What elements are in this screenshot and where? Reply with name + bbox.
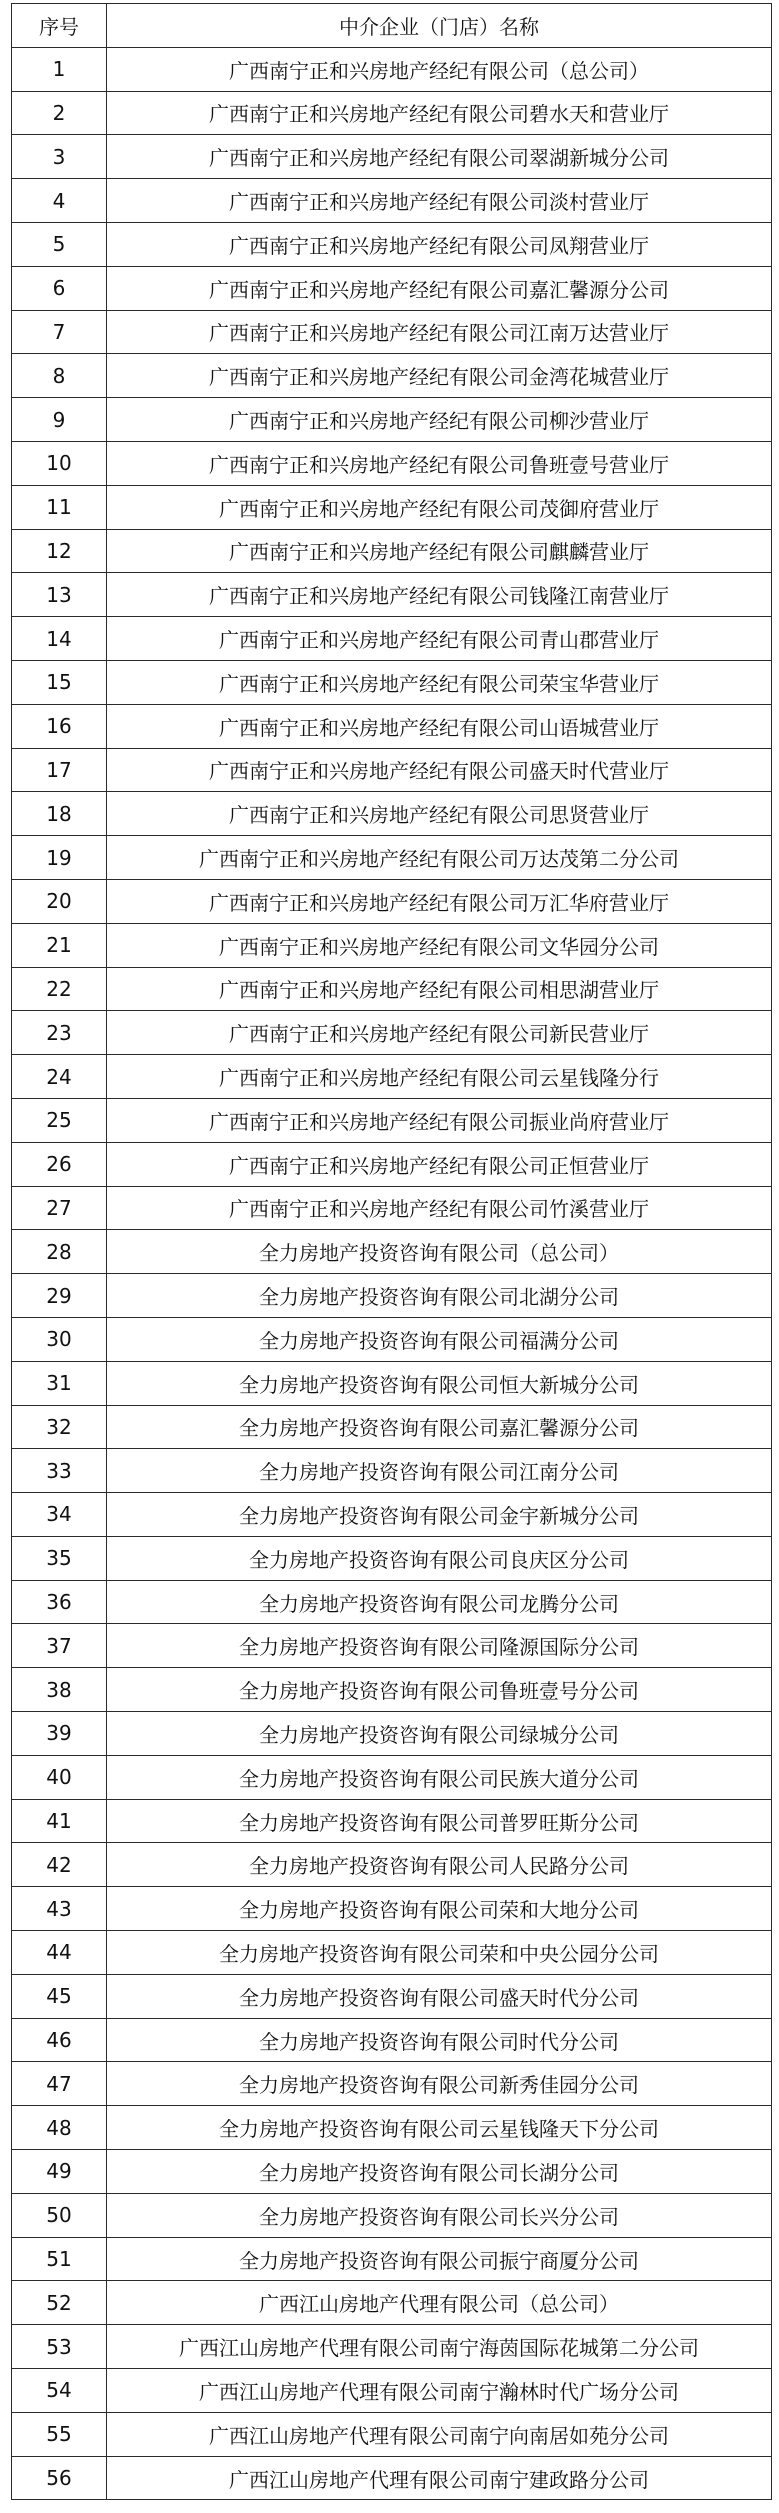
row-serial-number: 39 — [12, 1712, 107, 1756]
table-row — [12, 1843, 772, 1887]
row-serial-number: 32 — [12, 1405, 107, 1449]
table-row — [12, 1230, 772, 1274]
table-row — [12, 2237, 772, 2281]
row-agency-name: 广西南宁正和兴房地产经纪有限公司竹溪营业厅 — [107, 1186, 772, 1230]
table-row — [12, 1536, 772, 1580]
table-row — [12, 967, 772, 1011]
table-row — [12, 1887, 772, 1931]
table-row — [12, 704, 772, 748]
row-serial-number: 13 — [12, 573, 107, 617]
row-serial-number: 14 — [12, 617, 107, 661]
table-row — [12, 1799, 772, 1843]
row-serial-number: 18 — [12, 792, 107, 836]
table-row — [12, 222, 772, 266]
row-serial-number: 19 — [12, 836, 107, 880]
row-agency-name: 广西南宁正和兴房地产经纪有限公司茂御府营业厅 — [107, 485, 772, 529]
table-row — [12, 836, 772, 880]
row-agency-name: 全力房地产投资咨询有限公司鲁班壹号分公司 — [107, 1668, 772, 1712]
table-header-row — [12, 4, 772, 48]
table-row — [12, 179, 772, 223]
row-agency-name: 全力房地产投资咨询有限公司金宇新城分公司 — [107, 1493, 772, 1537]
row-serial-number: 54 — [12, 2369, 107, 2413]
row-agency-name: 广西南宁正和兴房地产经纪有限公司翠湖新城分公司 — [107, 135, 772, 179]
row-serial-number: 48 — [12, 2106, 107, 2150]
row-serial-number: 9 — [12, 398, 107, 442]
row-agency-name: 全力房地产投资咨询有限公司龙腾分公司 — [107, 1580, 772, 1624]
row-agency-name: 广西南宁正和兴房地产经纪有限公司文华园分公司 — [107, 923, 772, 967]
row-agency-name: 全力房地产投资咨询有限公司云星钱隆天下分公司 — [107, 2106, 772, 2150]
row-agency-name: 广西南宁正和兴房地产经纪有限公司万汇华府营业厅 — [107, 879, 772, 923]
row-agency-name: 广西南宁正和兴房地产经纪有限公司淡村营业厅 — [107, 179, 772, 223]
table-row — [12, 441, 772, 485]
row-agency-name: 广西南宁正和兴房地产经纪有限公司万达茂第二分公司 — [107, 836, 772, 880]
row-serial-number: 5 — [12, 222, 107, 266]
table-row — [12, 1055, 772, 1099]
table-row — [12, 91, 772, 135]
row-agency-name: 全力房地产投资咨询有限公司恒大新城分公司 — [107, 1361, 772, 1405]
row-serial-number: 45 — [12, 1974, 107, 2018]
table-row — [12, 617, 772, 661]
row-serial-number: 23 — [12, 1011, 107, 1055]
table-row — [12, 573, 772, 617]
row-agency-name: 广西江山房地产代理有限公司（总公司） — [107, 2281, 772, 2325]
header-agency-name: 中介企业（门店）名称 — [107, 4, 772, 48]
table-row — [12, 2062, 772, 2106]
row-serial-number: 25 — [12, 1098, 107, 1142]
table-row — [12, 2456, 772, 2500]
table-row — [12, 748, 772, 792]
row-agency-name: 全力房地产投资咨询有限公司普罗旺斯分公司 — [107, 1799, 772, 1843]
table-row — [12, 2193, 772, 2237]
row-serial-number: 16 — [12, 704, 107, 748]
table-row — [12, 2369, 772, 2413]
row-serial-number: 56 — [12, 2456, 107, 2500]
row-serial-number: 22 — [12, 967, 107, 1011]
row-agency-name: 全力房地产投资咨询有限公司荣和大地分公司 — [107, 1887, 772, 1931]
row-serial-number: 44 — [12, 1931, 107, 1975]
row-agency-name: 广西江山房地产代理有限公司南宁海茵国际花城第二分公司 — [107, 2325, 772, 2369]
row-agency-name: 广西南宁正和兴房地产经纪有限公司麒麟营业厅 — [107, 529, 772, 573]
row-agency-name: 全力房地产投资咨询有限公司长湖分公司 — [107, 2150, 772, 2194]
row-serial-number: 50 — [12, 2193, 107, 2237]
row-serial-number: 30 — [12, 1317, 107, 1361]
row-serial-number: 55 — [12, 2412, 107, 2456]
row-agency-name: 全力房地产投资咨询有限公司时代分公司 — [107, 2018, 772, 2062]
table-row — [12, 1624, 772, 1668]
row-agency-name: 全力房地产投资咨询有限公司新秀佳园分公司 — [107, 2062, 772, 2106]
row-agency-name: 广西南宁正和兴房地产经纪有限公司碧水天和营业厅 — [107, 91, 772, 135]
table-row — [12, 1142, 772, 1186]
table-row — [12, 2281, 772, 2325]
row-serial-number: 12 — [12, 529, 107, 573]
row-serial-number: 47 — [12, 2062, 107, 2106]
row-agency-name: 全力房地产投资咨询有限公司隆源国际分公司 — [107, 1624, 772, 1668]
row-agency-name: 广西南宁正和兴房地产经纪有限公司相思湖营业厅 — [107, 967, 772, 1011]
row-serial-number: 53 — [12, 2325, 107, 2369]
row-agency-name: 广西南宁正和兴房地产经纪有限公司鲁班壹号营业厅 — [107, 441, 772, 485]
row-agency-name: 全力房地产投资咨询有限公司嘉汇馨源分公司 — [107, 1405, 772, 1449]
row-serial-number: 11 — [12, 485, 107, 529]
row-agency-name: 全力房地产投资咨询有限公司盛天时代分公司 — [107, 1974, 772, 2018]
row-agency-name: 广西南宁正和兴房地产经纪有限公司新民营业厅 — [107, 1011, 772, 1055]
table-row — [12, 2325, 772, 2369]
row-serial-number: 41 — [12, 1799, 107, 1843]
row-agency-name: 全力房地产投资咨询有限公司民族大道分公司 — [107, 1755, 772, 1799]
row-serial-number: 51 — [12, 2237, 107, 2281]
table-row — [12, 1449, 772, 1493]
row-serial-number: 24 — [12, 1055, 107, 1099]
row-serial-number: 42 — [12, 1843, 107, 1887]
table-row — [12, 1493, 772, 1537]
table-row — [12, 1974, 772, 2018]
table-row — [12, 1405, 772, 1449]
row-serial-number: 8 — [12, 354, 107, 398]
row-agency-name: 广西南宁正和兴房地产经纪有限公司思贤营业厅 — [107, 792, 772, 836]
table-row — [12, 398, 772, 442]
table-row — [12, 1317, 772, 1361]
row-serial-number: 4 — [12, 179, 107, 223]
row-agency-name: 全力房地产投资咨询有限公司良庆区分公司 — [107, 1536, 772, 1580]
row-agency-name: 全力房地产投资咨询有限公司福满分公司 — [107, 1317, 772, 1361]
row-serial-number: 46 — [12, 2018, 107, 2062]
table-row — [12, 1274, 772, 1318]
row-agency-name: 全力房地产投资咨询有限公司江南分公司 — [107, 1449, 772, 1493]
row-serial-number: 1 — [12, 47, 107, 91]
row-agency-name: 广西南宁正和兴房地产经纪有限公司（总公司） — [107, 47, 772, 91]
table-row — [12, 1931, 772, 1975]
row-agency-name: 广西南宁正和兴房地产经纪有限公司金湾花城营业厅 — [107, 354, 772, 398]
table-row — [12, 1668, 772, 1712]
row-serial-number: 26 — [12, 1142, 107, 1186]
row-agency-name: 广西江山房地产代理有限公司南宁向南居如苑分公司 — [107, 2412, 772, 2456]
row-serial-number: 6 — [12, 266, 107, 310]
row-serial-number: 35 — [12, 1536, 107, 1580]
row-agency-name: 广西南宁正和兴房地产经纪有限公司振业尚府营业厅 — [107, 1098, 772, 1142]
table-row — [12, 135, 772, 179]
row-serial-number: 43 — [12, 1887, 107, 1931]
table-row — [12, 2106, 772, 2150]
row-agency-name: 全力房地产投资咨询有限公司绿城分公司 — [107, 1712, 772, 1756]
row-serial-number: 10 — [12, 441, 107, 485]
row-serial-number: 36 — [12, 1580, 107, 1624]
table-row — [12, 1580, 772, 1624]
table-row — [12, 1011, 772, 1055]
row-serial-number: 27 — [12, 1186, 107, 1230]
row-agency-name: 广西南宁正和兴房地产经纪有限公司正恒营业厅 — [107, 1142, 772, 1186]
table-row — [12, 529, 772, 573]
row-agency-name: 全力房地产投资咨询有限公司人民路分公司 — [107, 1843, 772, 1887]
table-body — [12, 47, 772, 2500]
row-serial-number: 40 — [12, 1755, 107, 1799]
row-agency-name: 广西南宁正和兴房地产经纪有限公司凤翔营业厅 — [107, 222, 772, 266]
row-agency-name: 全力房地产投资咨询有限公司振宁商厦分公司 — [107, 2237, 772, 2281]
table-row — [12, 1712, 772, 1756]
table-row — [12, 923, 772, 967]
header-serial-number: 序号 — [12, 4, 107, 48]
row-serial-number: 15 — [12, 660, 107, 704]
table-row — [12, 310, 772, 354]
table-row — [12, 2018, 772, 2062]
row-agency-name: 广西南宁正和兴房地产经纪有限公司嘉汇馨源分公司 — [107, 266, 772, 310]
row-serial-number: 21 — [12, 923, 107, 967]
row-serial-number: 17 — [12, 748, 107, 792]
table-row — [12, 1186, 772, 1230]
agency-list-table — [11, 3, 772, 2500]
row-serial-number: 29 — [12, 1274, 107, 1318]
row-agency-name: 广西南宁正和兴房地产经纪有限公司云星钱隆分行 — [107, 1055, 772, 1099]
row-agency-name: 全力房地产投资咨询有限公司长兴分公司 — [107, 2193, 772, 2237]
row-serial-number: 37 — [12, 1624, 107, 1668]
table-row — [12, 266, 772, 310]
row-agency-name: 全力房地产投资咨询有限公司荣和中央公园分公司 — [107, 1931, 772, 1975]
row-agency-name: 广西南宁正和兴房地产经纪有限公司青山郡营业厅 — [107, 617, 772, 661]
row-serial-number: 20 — [12, 879, 107, 923]
row-agency-name: 广西南宁正和兴房地产经纪有限公司盛天时代营业厅 — [107, 748, 772, 792]
row-agency-name: 广西南宁正和兴房地产经纪有限公司柳沙营业厅 — [107, 398, 772, 442]
row-serial-number: 2 — [12, 91, 107, 135]
row-serial-number: 34 — [12, 1493, 107, 1537]
table-row — [12, 1755, 772, 1799]
row-serial-number: 3 — [12, 135, 107, 179]
table-row — [12, 792, 772, 836]
row-agency-name: 广西南宁正和兴房地产经纪有限公司山语城营业厅 — [107, 704, 772, 748]
row-serial-number: 31 — [12, 1361, 107, 1405]
row-agency-name: 全力房地产投资咨询有限公司北湖分公司 — [107, 1274, 772, 1318]
table-row — [12, 1098, 772, 1142]
row-agency-name: 广西南宁正和兴房地产经纪有限公司钱隆江南营业厅 — [107, 573, 772, 617]
row-serial-number: 33 — [12, 1449, 107, 1493]
table-row — [12, 2150, 772, 2194]
row-serial-number: 28 — [12, 1230, 107, 1274]
row-agency-name: 全力房地产投资咨询有限公司（总公司） — [107, 1230, 772, 1274]
row-serial-number: 49 — [12, 2150, 107, 2194]
table-row — [12, 485, 772, 529]
table-row — [12, 2412, 772, 2456]
table-row — [12, 660, 772, 704]
row-agency-name: 广西江山房地产代理有限公司南宁瀚林时代广场分公司 — [107, 2369, 772, 2413]
table-row — [12, 354, 772, 398]
row-agency-name: 广西江山房地产代理有限公司南宁建政路分公司 — [107, 2456, 772, 2500]
row-serial-number: 52 — [12, 2281, 107, 2325]
row-serial-number: 7 — [12, 310, 107, 354]
table-row — [12, 879, 772, 923]
row-agency-name: 广西南宁正和兴房地产经纪有限公司荣宝华营业厅 — [107, 660, 772, 704]
table-row — [12, 47, 772, 91]
row-agency-name: 广西南宁正和兴房地产经纪有限公司江南万达营业厅 — [107, 310, 772, 354]
row-serial-number: 38 — [12, 1668, 107, 1712]
table-row — [12, 1361, 772, 1405]
